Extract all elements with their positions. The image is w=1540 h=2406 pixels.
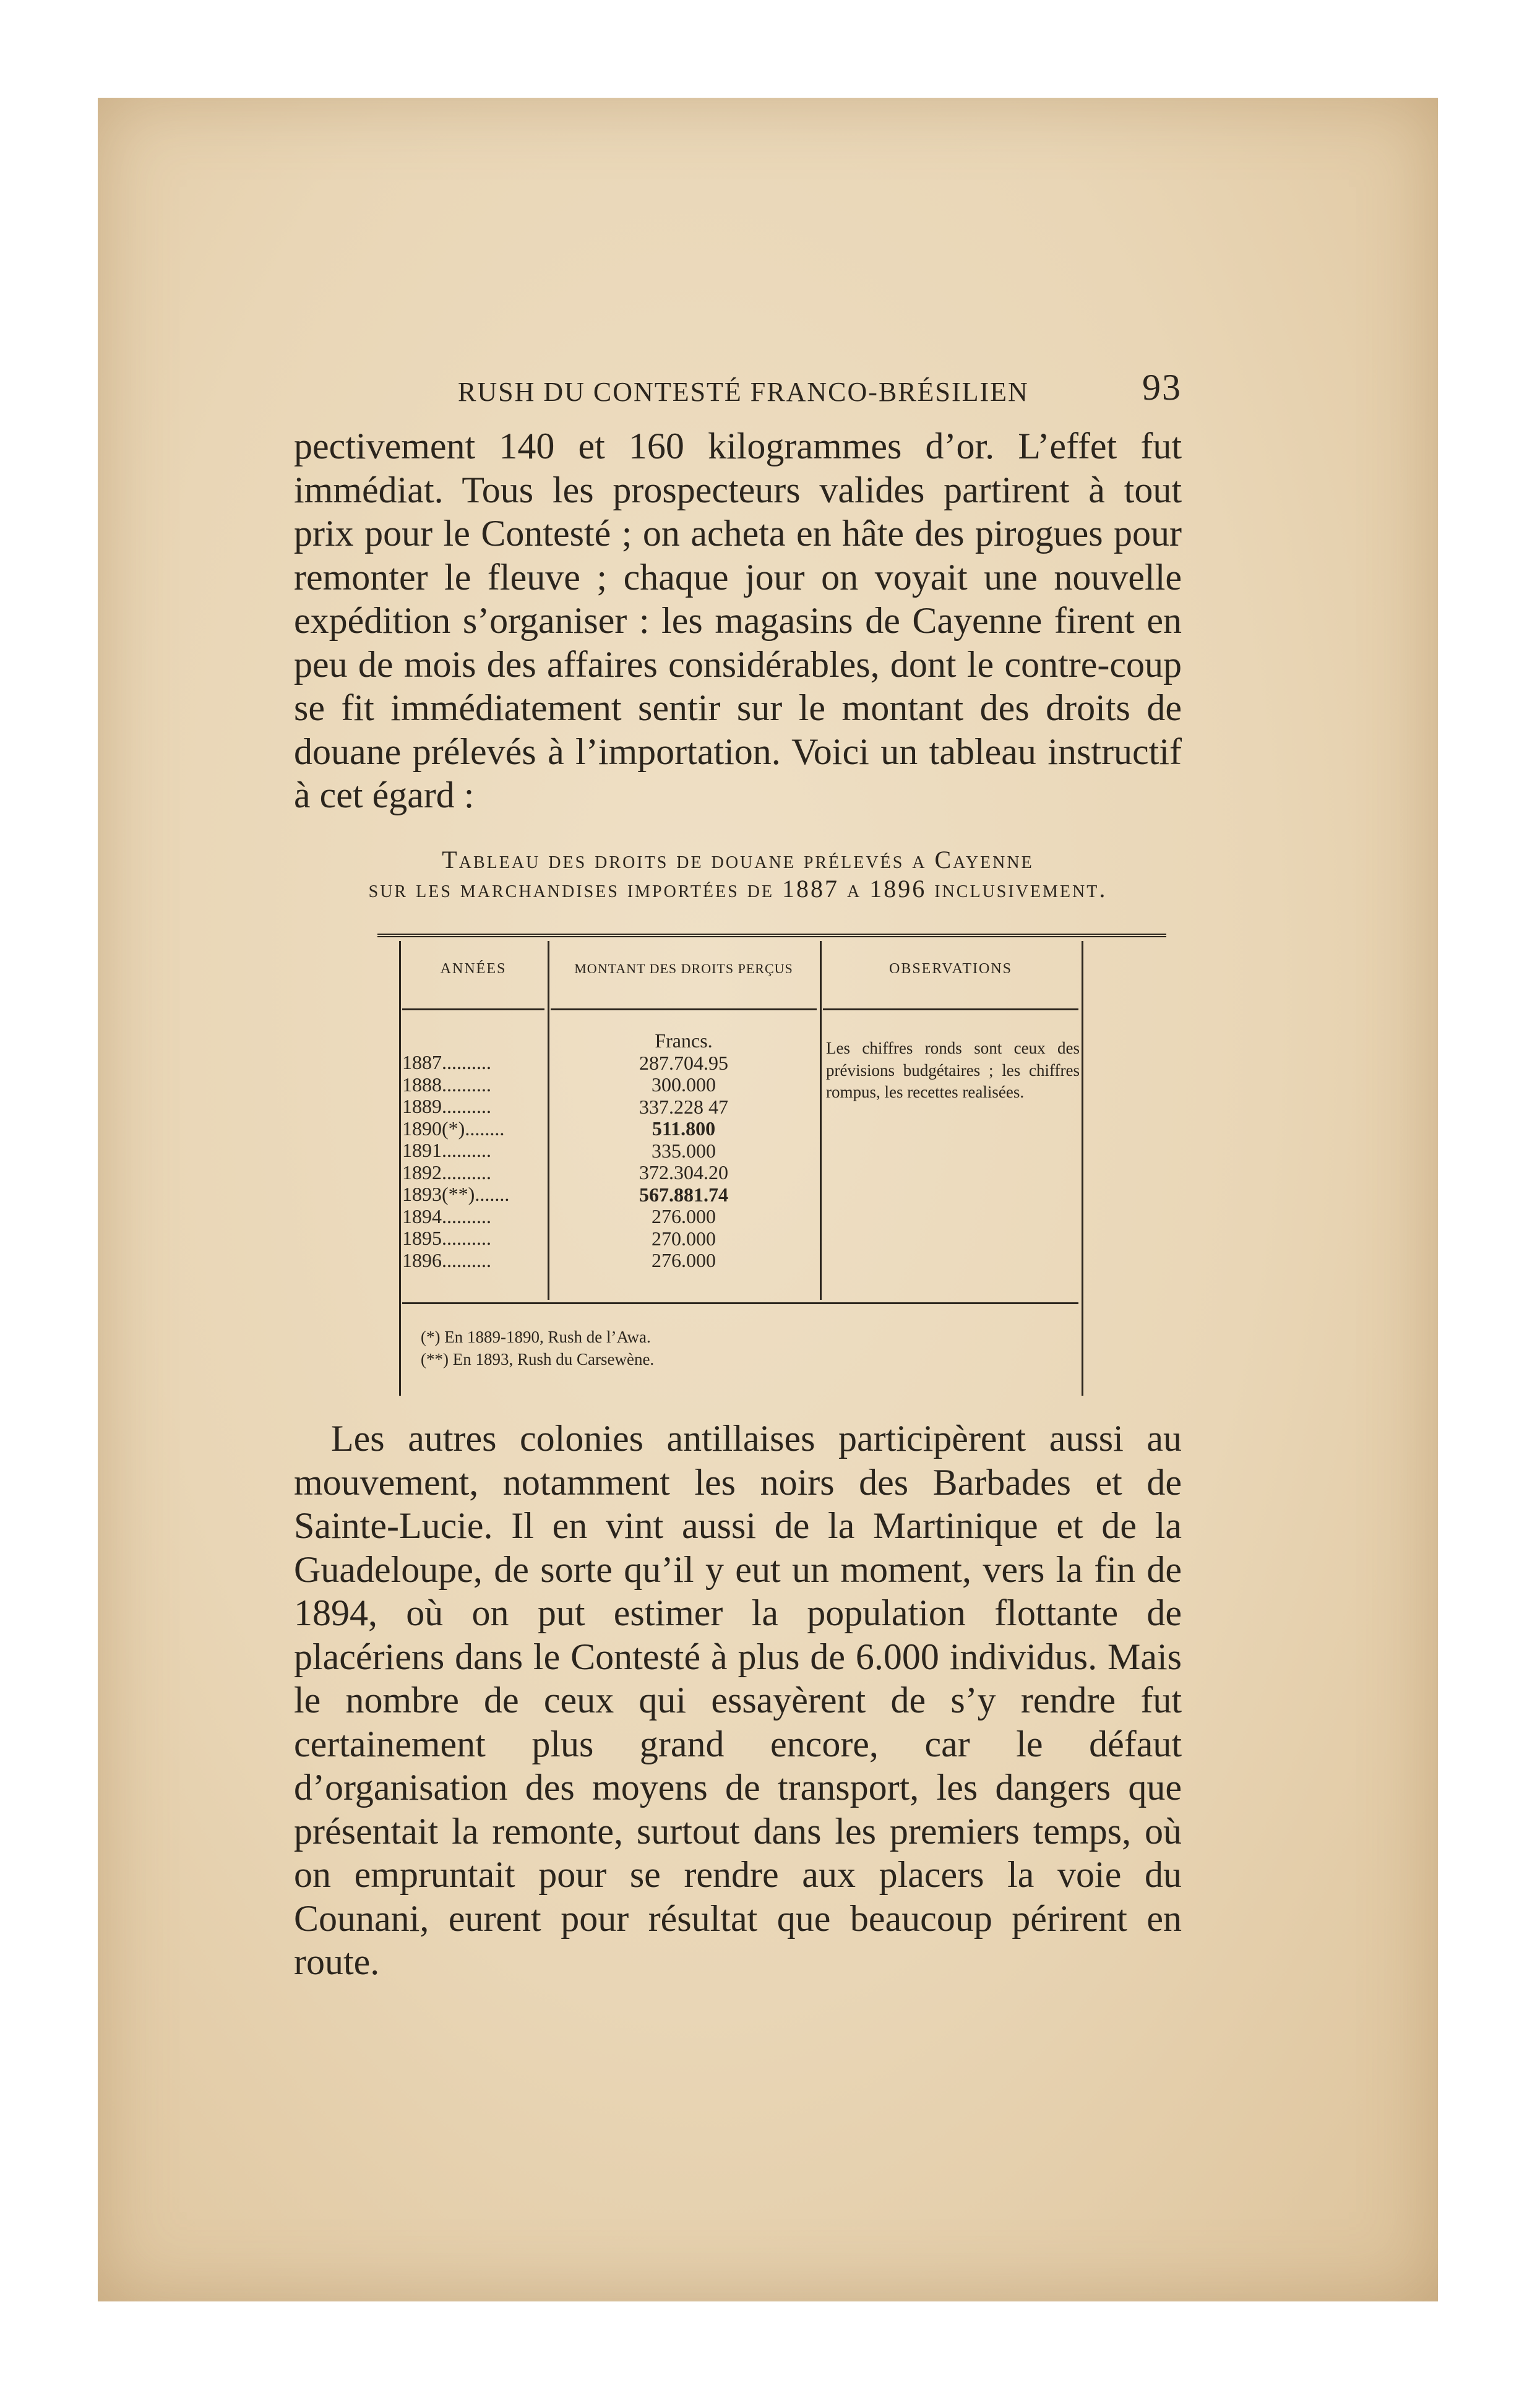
footnote: (*) En 1889-1890, Rush de l’Awa. xyxy=(421,1328,651,1346)
table-rule xyxy=(551,1008,817,1010)
table-rule xyxy=(402,1302,1078,1304)
page-number: 93 xyxy=(1142,367,1182,408)
years-column xyxy=(402,1052,541,1271)
year-cell: 1890(*)........ xyxy=(402,1117,505,1140)
year-cell: 1889.......... xyxy=(402,1096,491,1117)
table-caption-line-1: Tableau des droits de douane prélevés a Cayenne xyxy=(442,846,1034,874)
year-cell: 1896.......... xyxy=(402,1249,491,1271)
amount-cell: 335.000 xyxy=(652,1139,716,1162)
year-cell: 1894.......... xyxy=(402,1205,491,1227)
page-header xyxy=(294,366,1182,416)
amount-cell: 276.000 xyxy=(652,1249,716,1271)
amount-cell: 270.000 xyxy=(652,1227,716,1250)
col-header-amount: MONTANT DES DROITS PERÇUS xyxy=(574,961,793,976)
amount-cell: 300.000 xyxy=(652,1073,716,1096)
amount-cell: 287.704.95 xyxy=(639,1051,728,1074)
table-top-rule xyxy=(377,934,1166,937)
table-footnotes xyxy=(421,1326,654,1370)
table-rule xyxy=(548,941,549,1300)
year-cell: 1888.......... xyxy=(402,1073,491,1096)
table-caption-line-2: sur les marchandises importées de 1887 a 1896 inclusivement. xyxy=(368,875,1108,903)
year-cell: 1891.......... xyxy=(402,1140,491,1161)
amount-cell: 567.881.74 xyxy=(639,1183,728,1206)
year-cell: 1893(**)....... xyxy=(402,1184,510,1205)
table-rule xyxy=(402,1008,544,1010)
amounts-column xyxy=(566,1030,801,1272)
year-cell: 1887.......... xyxy=(402,1052,491,1073)
year-cell: 1892.......... xyxy=(402,1161,491,1184)
amount-cell: 511.800 xyxy=(652,1117,716,1140)
observation-note: Les chiffres ronds sont ceux des prévisions budgétaires ; les chiffres rompus, les recettes realisées. xyxy=(826,1039,1080,1101)
col-header-observations: OBSERVATIONS xyxy=(888,961,1012,977)
footnote: (**) En 1893, Rush du Carsewène. xyxy=(421,1350,655,1368)
amount-cell: 337.228 47 xyxy=(639,1095,728,1118)
paragraph-2: Les autres colonies antillaises participèrent aussi au mouvement, notamment les noirs des Barbades et de Sainte-Lucie. Il en vint aussi de la Martinique et de la Guadeloupe, de sorte qu’il y eut un moment, vers la fin de 1894, où on put estimer la population flottante de placériens dans le Contesté à plus de 6.000 individus. Mais le nombre de ceux qui essayèrent de s’y rendre fut certainement plus grand encore, car le défaut d’organisation des moyens de transport, les dangers que présentait la remonte, surtout dans les premiers temps, où on empruntait pour se rendre aux placers la voie du Counani, eurent pour résultat que beaucoup périrent en route. xyxy=(294,1418,1182,1982)
running-title: RUSH DU CONTESTÉ FRANCO-BRÉSILIEN xyxy=(458,377,1029,407)
amount-cell: 276.000 xyxy=(652,1205,716,1227)
table-rule xyxy=(399,941,401,1396)
table-rule xyxy=(1082,941,1083,1396)
year-cell: 1895.......... xyxy=(402,1227,491,1249)
amount-cell: 372.304.20 xyxy=(639,1161,728,1184)
col-header-years: ANNÉES xyxy=(440,961,507,977)
paragraph-1: pectivement 140 et 160 kilogrammes d’or. L’effet fut immédiat. Tous les prospecteurs valides partirent à tout prix pour le Contesté ; on acheta en hâte des pirogues pour remonter le fleuve ; chaque jour on voyait une nouvelle expédition s’organiser : les magasins de Cayenne firent en peu de mois des affaires considérables, dont le contre-coup se fit immédiatement sentir sur le montant des droits de douane prélevés à l’importation. Voici un tableau instructif à cet égard : xyxy=(294,426,1182,815)
table-rule xyxy=(823,1008,1078,1010)
table-rule xyxy=(820,941,822,1300)
unit-label: Francs. xyxy=(655,1029,713,1052)
